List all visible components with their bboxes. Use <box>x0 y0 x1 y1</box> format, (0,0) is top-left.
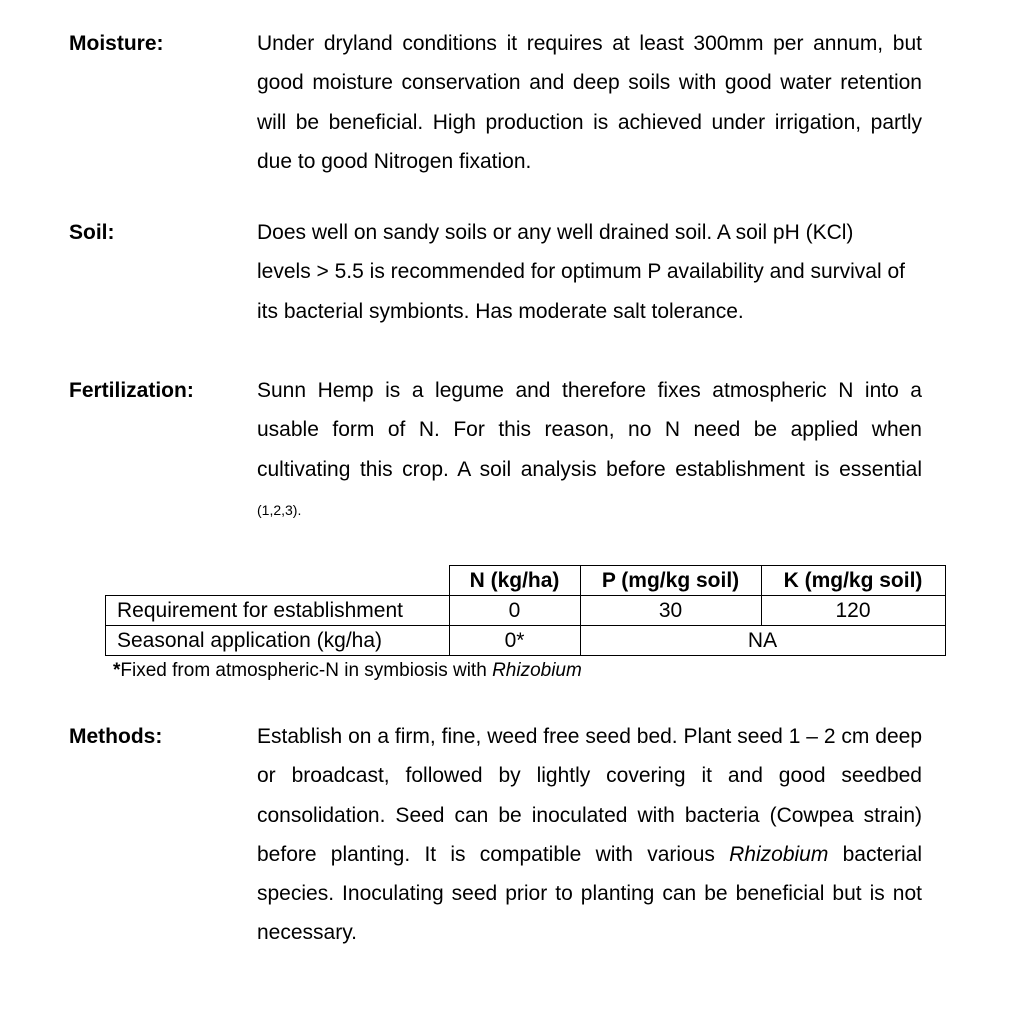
cell-k: 120 <box>761 596 945 626</box>
cell-n <box>449 626 580 656</box>
header-p: P (mg/kg soil) <box>580 566 761 596</box>
footnote-mark: * <box>113 660 121 681</box>
footnote-italic: Rhizobium <box>492 660 582 681</box>
moisture-text: Under dryland conditions it requires at least 300mm per annum, but good moisture conservation and deep soils with good water retention will be beneficial. High production is achieved under irrigation, partly due to good Nitrogen fixation. <box>257 32 922 173</box>
methods-label: Methods: <box>69 725 163 748</box>
cell-pk-merged: NA <box>580 626 945 656</box>
header-k: K (mg/kg soil) <box>761 566 945 596</box>
table-footnote <box>113 658 582 684</box>
fertilization-text <box>257 371 922 530</box>
table-header-row <box>106 566 946 596</box>
soil-line: its bacterial symbionts. Has moderate salt tolerance. <box>257 299 744 323</box>
table-row <box>106 596 946 626</box>
header-n: N (kg/ha) <box>449 566 580 596</box>
fertilization-body: Sunn Hemp is a legume and therefore fixes atmospheric N into a usable form of N. For this reason, no N need be applied when cultivating this crop. A soil analysis before establishment is essential <box>257 379 922 481</box>
fertilizer-requirements-table <box>105 565 946 656</box>
soil-line: Does well on sandy soils or any well drained soil. A soil pH (KCl) <box>257 221 854 244</box>
methods-body-start: Establish on a firm, fine, weed free seed bed. Plant seed 1 – 2 cm deep or broadcast, followed by lightly covering it and good seedbed consolidation. Seed can be inoculated with bacteria (Cowpea strain) before planting. It is compatible with various <box>257 725 922 866</box>
cell-n-value: 0* <box>504 629 525 652</box>
fertilization-period: . <box>297 501 302 518</box>
soil-line: levels > 5.5 is recommended for optimum P availability and survival of <box>257 260 905 284</box>
moisture-label: Moisture: <box>69 32 164 55</box>
cell-n: 0 <box>449 596 580 626</box>
reference-citation: (1,2,3) <box>257 501 298 518</box>
soil-text <box>257 213 977 331</box>
footnote-text: Fixed from atmospheric-N in symbiosis with <box>120 660 493 681</box>
cell-p: 30 <box>580 596 761 626</box>
methods-italic: Rhizobium <box>729 842 829 866</box>
table-corner-cell <box>106 566 450 596</box>
methods-text <box>257 717 922 953</box>
table-row <box>106 626 946 656</box>
soil-label: Soil: <box>69 221 115 244</box>
row-label: Requirement for establishment <box>106 596 450 626</box>
row-label: Seasonal application (kg/ha) <box>106 626 450 656</box>
methods-body-end: bacterial species. Inoculating seed prior to planting can be beneficial but is not necessary. <box>257 842 922 945</box>
fertilization-label: Fertilization: <box>69 379 194 402</box>
